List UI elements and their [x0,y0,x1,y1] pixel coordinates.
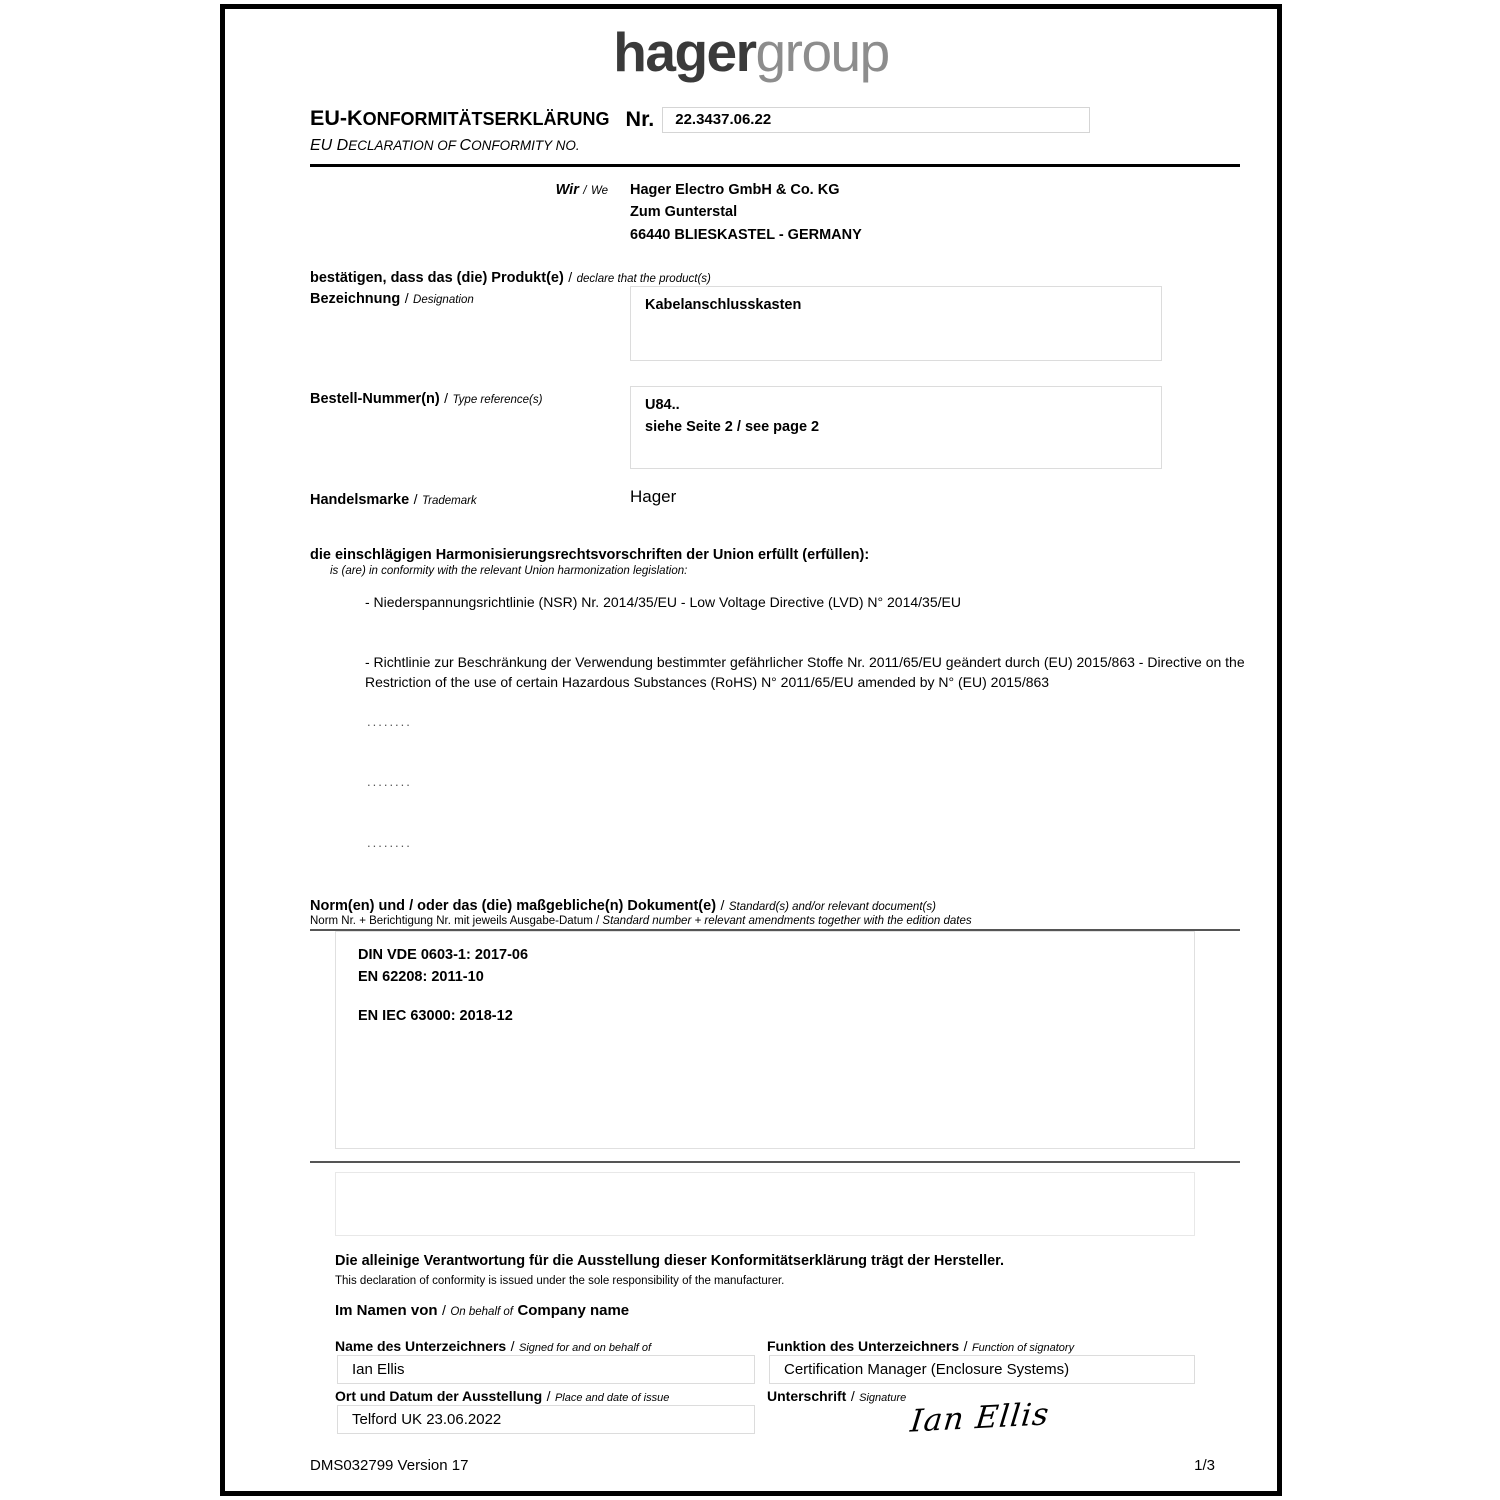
trademark-value: Hager [630,487,677,506]
notes-field[interactable] [335,1172,1195,1236]
footer-document-id: DMS032799 Version 17 [310,1457,469,1474]
brand-logo [225,21,1277,83]
signer-name-label: Name des Unterzeichners / Signed for and on behalf of [335,1338,652,1354]
declarant-label-en: We [590,185,608,197]
designation-label [310,290,474,308]
harmonization-heading-en: is (are) in conformity with the relevant Union harmonization legislation: [330,565,688,577]
standards-subheading-en: Standard number + relevant amendments together with the edition dates [602,915,972,927]
directive-item: - Richtlinie zur Beschränkung der Verwendung bestimmter gefährlicher Stoffe Nr. 2011/65/EU geändert durch (EU) 2015/863 - Directive on the Restriction of the use of certain Hazardous Substances (RoHS) N° 2011/65/EU amended by N° (EU) 2015/863 [365,654,1245,691]
type-reference-field[interactable] [630,386,1162,469]
designation-label-en: Designation [413,294,474,306]
standards-list [336,932,1194,1027]
place-date-field[interactable]: Telford UK 23.06.2022 [337,1405,755,1434]
address-line: Zum Gunterstal [630,204,738,221]
signer-function-field[interactable]: Certification Manager (Enclosure Systems) [769,1355,1195,1384]
product-intro-en: declare that the product(s) [576,273,711,285]
declarant-label [310,179,630,246]
lower-divider [310,1161,1240,1163]
standards-heading-slash: / [720,897,725,913]
address-line: Hager Electro GmbH & Co. KG [630,182,840,198]
company-name-value: Company name [517,1302,630,1319]
designation-value: Kabelanschlusskasten [645,297,802,313]
standards-gap [358,989,1194,1005]
designation-label-de: Bezeichnung [310,291,401,307]
responsibility-de: Die alleinige Verantwortung für die Ausstellung dieser Konformitätserklärung trägt der Hersteller. [335,1253,1005,1269]
on-behalf-de: Im Namen von [335,1302,438,1319]
declarant-label-de: Wir [555,182,579,198]
type-reference-value-line1: U84.. [645,397,680,413]
product-intro-de: bestätigen, dass das (die) Produkt(e) [310,270,564,286]
trademark-label [310,491,477,509]
standards-subheading-de: Norm Nr. + Berichtigung Nr. mit jeweils Ausgabe-Datum / [310,915,600,927]
document-page [220,4,1282,1496]
header-divider [310,164,1240,167]
standard-item: EN 62208: 2011-10 [358,969,484,986]
declarant-slash: / [583,185,587,197]
footer-page-number: 1/3 [1194,1457,1215,1474]
type-reference-slash: / [444,390,449,406]
product-intro [310,269,711,287]
placeholder-dots: ........ [367,774,412,789]
handwritten-signature: Ian Ellis [908,1396,1052,1440]
placeholder-dots: ........ [367,835,412,850]
standards-heading [310,897,936,915]
type-reference-label-de: Bestell-Nummer(n) [310,391,440,407]
signer-function-label: Funktion des Unterzeichners / Function of signatory [767,1338,1075,1354]
declarant-address [630,179,862,246]
logo-text-group: group [755,21,889,83]
standards-subheading [310,915,972,927]
address-line: 66440 BLIESKASTEL - GERMANY [630,226,862,243]
on-behalf-en: On behalf of [450,1306,513,1318]
place-date-label: Ort und Datum der Ausstellung / Place and date of issue [335,1388,670,1404]
type-reference-label [310,390,542,408]
on-behalf-slash: / [441,1302,446,1318]
document-sheet [225,9,1277,1491]
declaration-number-field[interactable]: 22.3437.06.22 [662,107,1090,133]
standards-heading-de: Norm(en) und / oder das (die) maßgebliche(n) Dokument(e) [310,898,717,914]
product-intro-slash: / [568,269,573,285]
declarant-block [310,179,1240,246]
logo-text-hager: hager [613,21,756,83]
signature-label: Unterschrift / Signature [767,1388,907,1404]
on-behalf-row [335,1302,629,1320]
type-reference-label-en: Type reference(s) [452,394,543,406]
type-reference-value-line2: siehe Seite 2 / see page 2 [645,418,820,435]
designation-slash: / [404,290,409,306]
document-title-row [310,107,1240,133]
harmonization-heading-de: die einschlägigen Harmonisierungsrechtsvorschriften der Union erfüllt (erfüllen): [310,547,870,563]
directive-item: - Niederspannungsrichtlinie (NSR) Nr. 2014/35/EU - Low Voltage Directive (LVD) N° 2014/35/EU [365,594,961,610]
page-title-de: EU-KONFORMITÄTSERKLÄRUNG [310,106,610,130]
trademark-label-en: Trademark [421,495,477,507]
number-label: Nr. [625,107,655,131]
standards-field[interactable] [335,931,1195,1149]
page-title-en: EU DECLARATION OF CONFORMITY NO. [310,137,580,154]
trademark-label-de: Handelsmarke [310,492,410,508]
designation-field[interactable] [630,286,1162,361]
placeholder-dots: ........ [367,714,412,729]
standard-item: EN IEC 63000: 2018-12 [358,1007,513,1024]
responsibility-en: This declaration of conformity is issued under the sole responsibility of the manufacturer. [335,1275,785,1287]
signer-name-field[interactable]: Ian Ellis [337,1355,755,1384]
trademark-slash: / [413,491,418,507]
standards-heading-en: Standard(s) and/or relevant document(s) [728,901,936,913]
standard-item: DIN VDE 0603-1: 2017-06 [358,947,529,963]
